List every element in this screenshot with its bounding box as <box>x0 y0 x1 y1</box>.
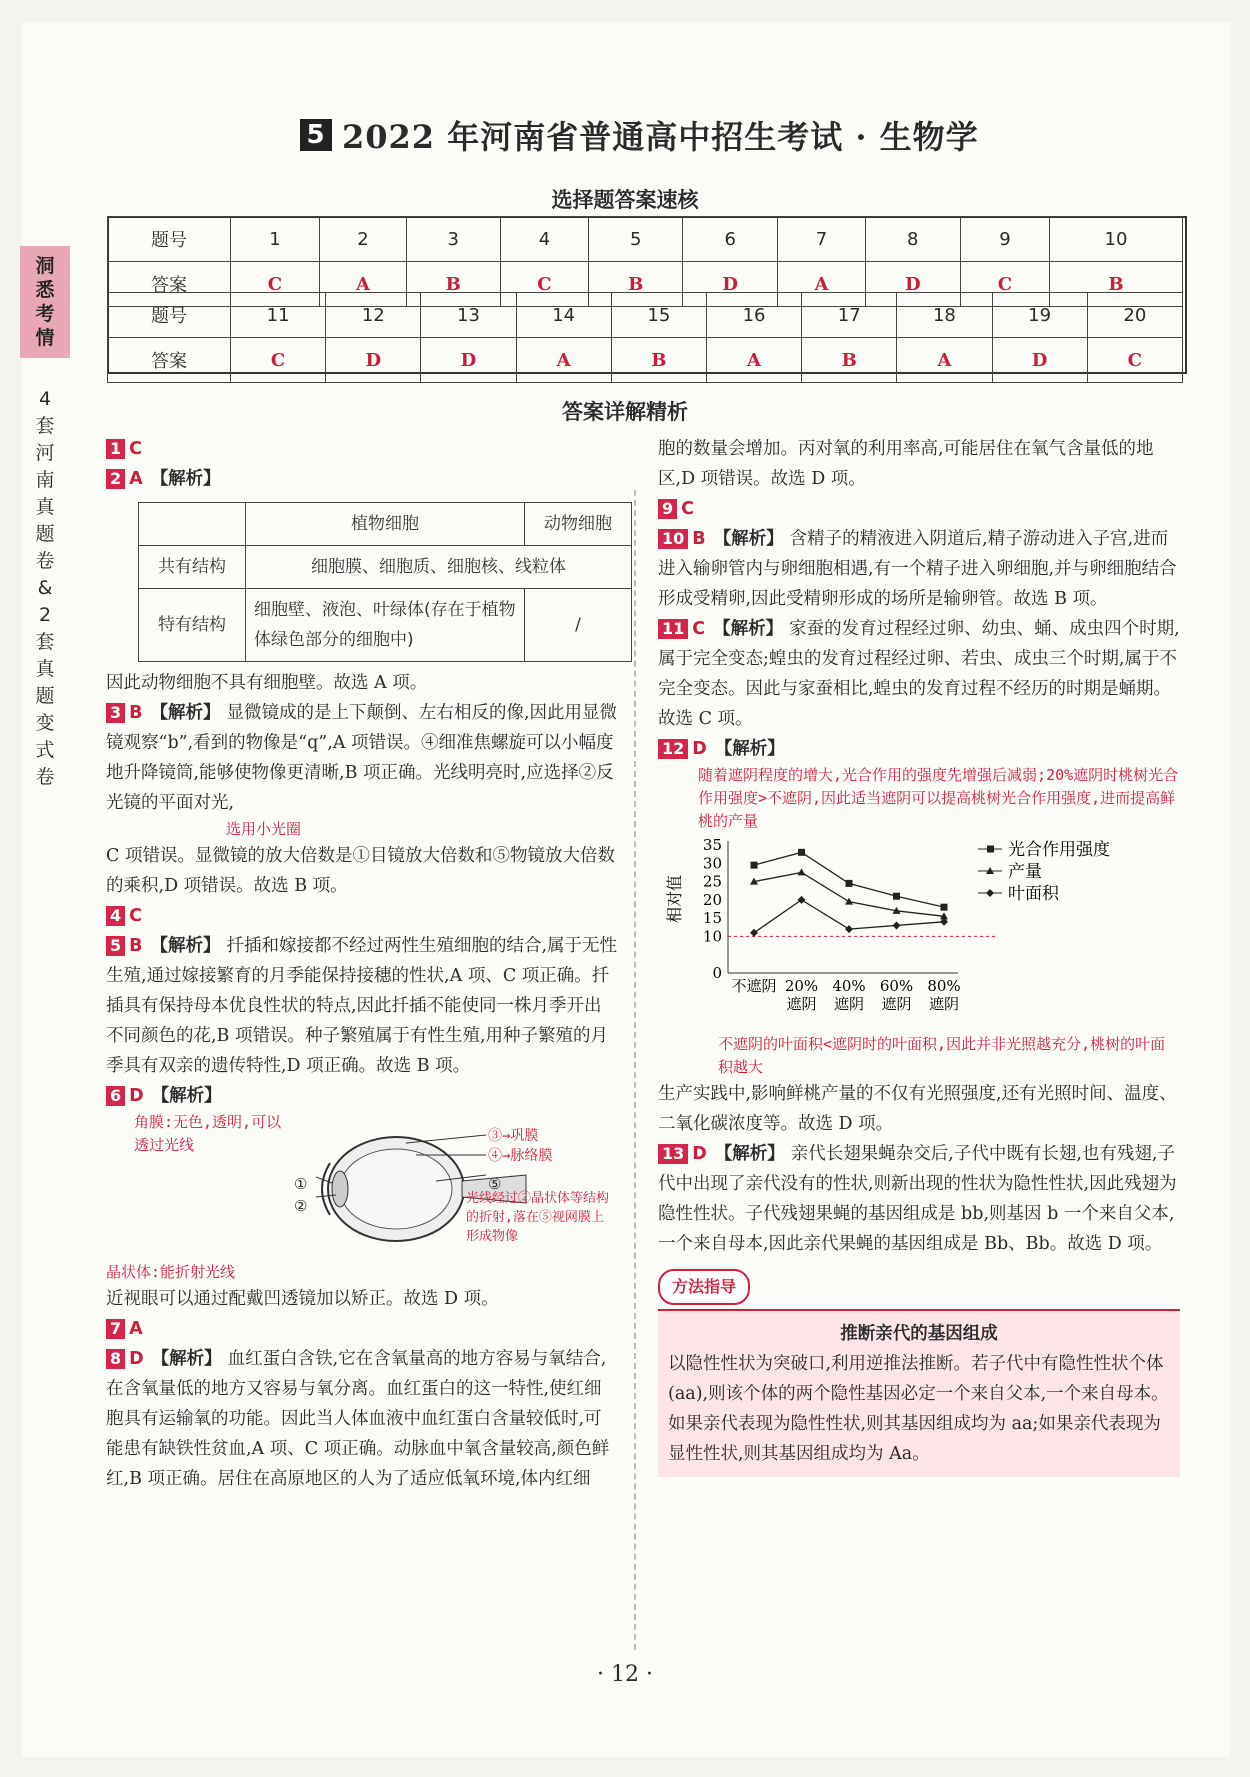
answer-text: 家蚕的发育过程经过卵、幼虫、蛹、成虫四个时期,属于完全变态;蝗虫的发育过程经过卵、若虫、成虫三个时期,属于不完全变态。因此与家蚕相比,蝗虫的发育过程不经历的时期是蛹期。故选 C 项。 <box>658 619 1180 729</box>
answer-text: 生产实践中,影响鲜桃产量的不仅有光照强度,还有光照时间、温度、二氧化碳浓度等。故选 D 项。 <box>658 1084 1177 1134</box>
question-number: 5 <box>106 936 125 956</box>
answer-cell: D <box>682 262 778 307</box>
x-tick-label: 80% <box>927 977 961 995</box>
row-label-q: 题号 <box>108 217 231 262</box>
question-answer: C <box>129 439 142 459</box>
y-tick-label: 20 <box>702 890 722 909</box>
table-cell: 细胞膜、细胞质、细胞核、线粒体 <box>246 546 632 589</box>
question-answer: B <box>129 936 143 956</box>
answer-cell: D <box>326 338 421 383</box>
handwritten-note: 角膜:无色,透明,可以透过光线 <box>134 1113 282 1154</box>
left-column <box>106 434 618 1494</box>
question-answer: C <box>129 906 142 926</box>
question-number-cell: 1 <box>231 217 320 262</box>
question-number-cell: 14 <box>516 293 611 338</box>
method-guide-box <box>658 1311 1180 1477</box>
answer-text: 胞的数量会增加。丙对氧的利用率高,可能居住在氧气含量低的地区,D 项错误。故选 D 项。 <box>658 439 1154 489</box>
answer-item <box>658 524 1180 614</box>
analysis-tag: 【解析】 <box>713 529 784 549</box>
data-point <box>893 893 900 900</box>
answer-item <box>106 901 618 931</box>
answer-cell: B <box>407 262 501 307</box>
question-number-cell: 3 <box>407 217 501 262</box>
answer-text: 因此动物细胞不具有细胞壁。故选 A 项。 <box>106 673 428 693</box>
legend-label: 光合作用强度 <box>1008 840 1110 860</box>
answer-cell: A <box>897 338 992 383</box>
question-answer: D <box>692 1144 707 1164</box>
table-cell: / <box>525 589 632 662</box>
page-number: · 12 · <box>597 1662 653 1687</box>
x-tick-label: 遮阴 <box>786 995 817 1013</box>
answer-text: C 项错误。显微镜的放大倍数是①目镜放大倍数和⑤物镜放大倍数的乘积,D 项错误。故选 B 项。 <box>106 846 615 896</box>
answer-item <box>106 1344 618 1494</box>
question-number-cell: 16 <box>706 293 801 338</box>
y-tick-label: 10 <box>702 927 722 946</box>
analysis-tag: 【解析】 <box>714 1144 785 1164</box>
sidebar-tag-text: 洞悉考情 <box>35 255 55 349</box>
sidebar <box>20 246 70 791</box>
sidebar-text-content: 4套河南真题卷&2套真题变式卷 <box>35 388 55 788</box>
label-choroid: ④→脉络膜 <box>488 1148 553 1164</box>
row-label-a: 答案 <box>108 262 231 307</box>
data-point <box>845 925 853 933</box>
answer-item <box>106 1081 618 1111</box>
series-line <box>754 872 944 916</box>
table-corner <box>139 503 246 546</box>
table-header: 动物细胞 <box>525 503 632 546</box>
analysis-tag: 【解析】 <box>151 1086 222 1106</box>
answer-item <box>658 614 1180 734</box>
legend-marker <box>987 846 994 853</box>
data-point <box>751 862 758 869</box>
answer-text: 含精子的精液进入阴道后,精子游动进入子宫,进而进入输卵管内与卵细胞相遇,有一个精子进入卵细胞,并与卵细胞结合形成受精卵,因此受精卵形成的场所是输卵管。故选 B 项。 <box>658 529 1177 609</box>
x-tick-label: 20% <box>784 977 819 995</box>
x-tick-label: 60% <box>879 977 914 995</box>
x-tick-label: 不遮阴 <box>731 977 777 995</box>
data-point <box>798 868 806 875</box>
question-number-cell: 18 <box>897 293 992 338</box>
answer-table-2 <box>107 292 1183 383</box>
answer-text: 显微镜成的是上下颠倒、左右相反的像,因此用显微镜观察“b”,看到的物像是“q”,A 项错误。④细准焦螺旋可以小幅度地升降镜筒,能够使物像更清晰,B 项正确。光线明亮时,应选择②反光镜的平面对光, <box>106 703 618 813</box>
question-number-cell: 7 <box>778 217 865 262</box>
data-point <box>893 921 901 929</box>
shading-chart <box>658 833 1158 1023</box>
label-sclera: ③→巩膜 <box>488 1128 539 1144</box>
answer-cell: C <box>231 338 326 383</box>
paper-title: 2022 年河南省普通高中招生考试 · 生物学 <box>342 118 979 156</box>
answer-item <box>106 1314 618 1344</box>
x-tick-label: 遮阴 <box>928 995 960 1013</box>
answer-cell: C <box>1087 338 1182 383</box>
data-point <box>845 898 853 905</box>
label-1: ① <box>294 1175 308 1193</box>
data-point <box>798 849 805 856</box>
question-number: 3 <box>106 703 125 723</box>
table-cell: 细胞壁、液泡、叶绿体(存在于植物体绿色部分的细胞中) <box>246 589 525 662</box>
question-number-cell: 12 <box>326 293 421 338</box>
legend-label: 叶面积 <box>1008 884 1059 904</box>
answer-text: 扦插和嫁接都不经过两性生殖细胞的结合,属于无性生殖,通过嫁接繁育的月季能保持接穗的性状,A 项、C 项正确。扦插具有保持母本优良性状的特点,因此扦插不能使同一株月季开出不同颜色的花,B 项错误。种子繁殖属于有性生殖,用种子繁殖的月季具有双亲的遗传特性,D 项正确。故选 B 项。 <box>106 936 618 1076</box>
method-guide-title: 推断亲代的基因组成 <box>840 1324 998 1344</box>
row-label-a: 答案 <box>108 338 231 383</box>
answer-item <box>106 464 618 494</box>
answer-cell: B <box>802 338 897 383</box>
question-number: 9 <box>658 499 677 519</box>
answer-item <box>106 931 618 1081</box>
data-point <box>941 904 948 911</box>
answer-text: 血红蛋白含铁,它在含氧量高的地方容易与氧结合,在含氧量低的地方又容易与氧分离。血红蛋白的这一特性,使红细胞具有运输氧的功能。因此当人体血液中血红蛋白含量较低时,可能患有缺铁性贫血,A 项、C 项正确。动脉血中氧含量较高,颜色鲜红,B 项正确。居住在高原地区的人为了适应低氧环境,体内红细 <box>106 1349 610 1489</box>
label-2: ② <box>294 1197 308 1215</box>
question-number-cell: 19 <box>992 293 1087 338</box>
handwritten-note: 随着遮阴程度的增大,光合作用的强度先增强后减弱;20%遮阴时桃树光合作用强度>不遮阴,因此适当遮阴可以提高桃树光合作用强度,进而提高鲜桃的产量 <box>698 766 1179 830</box>
y-tick-label: 15 <box>702 909 722 928</box>
answer-text: 近视眼可以通过配戴凹透镜加以矫正。故选 D 项。 <box>106 1289 499 1309</box>
table-row-label: 共有结构 <box>139 546 246 589</box>
question-number-cell: 13 <box>421 293 516 338</box>
analysis-tag: 【解析】 <box>714 739 785 759</box>
sidebar-tag <box>20 246 70 358</box>
question-answer: A <box>129 1319 143 1339</box>
data-point <box>846 880 853 887</box>
answer-item <box>658 1139 1180 1259</box>
question-number-cell: 10 <box>1049 217 1182 262</box>
answer-item <box>106 698 618 818</box>
answer-cell: B <box>611 338 706 383</box>
question-number: 6 <box>106 1086 125 1106</box>
question-answer: B <box>129 703 143 723</box>
question-number: 1 <box>106 439 125 459</box>
question-number-cell: 17 <box>802 293 897 338</box>
x-tick-label: 40% <box>832 977 866 995</box>
y-tick-label: 35 <box>702 836 722 854</box>
question-answer: D <box>129 1086 144 1106</box>
answer-item <box>658 734 1180 764</box>
method-guide-badge: 方法指导 <box>658 1269 750 1305</box>
answer-cell: C <box>500 262 589 307</box>
answer-cell: B <box>1049 262 1182 307</box>
y-axis-label: 相对值 <box>665 874 684 923</box>
question-answer: C <box>681 499 694 519</box>
answer-cell: C <box>961 262 1050 307</box>
question-answer: D <box>129 1349 144 1369</box>
question-number: 7 <box>106 1319 125 1339</box>
y-tick-label: 30 <box>702 854 722 873</box>
question-number: 8 <box>106 1349 125 1369</box>
method-guide-text: 以隐性性状为突破口,利用逆推法推断。若子代中有隐性性状个体(aa),则该个体的两个隐性基因必定一个来自父本,一个来自母本。如果亲代表现为隐性性状,则其基因组成均为 aa;如果亲代表现为显性性状,则其基因组成均为 Aa。 <box>668 1354 1169 1464</box>
question-number-cell: 20 <box>1087 293 1182 338</box>
x-tick-label: 遮阴 <box>833 995 865 1013</box>
legend-marker <box>986 889 994 897</box>
question-answer: D <box>692 739 707 759</box>
detail-section-title: 答案详解精析 <box>562 400 688 424</box>
data-point <box>750 929 758 937</box>
answer-cell: A <box>778 262 865 307</box>
question-number: 12 <box>658 739 688 759</box>
question-answer: C <box>692 619 706 639</box>
question-number-cell: 4 <box>500 217 589 262</box>
analysis-tag: 【解析】 <box>713 619 784 639</box>
analysis-tag: 【解析】 <box>150 703 221 723</box>
legend-label: 产量 <box>1008 862 1042 882</box>
question-number: 10 <box>658 529 688 549</box>
handwritten-note: 选用小光圈 <box>226 820 302 838</box>
question-number: 4 <box>106 906 125 926</box>
answer-cell: D <box>421 338 516 383</box>
handwritten-note: 光线经过②晶状体等结构的折射,落在⑤视网膜上形成物像 <box>466 1191 610 1244</box>
answer-cell: A <box>319 262 406 307</box>
answer-cell: A <box>706 338 801 383</box>
question-number: 11 <box>658 619 688 639</box>
analysis-tag: 【解析】 <box>151 1349 222 1369</box>
x-tick-label: 遮阴 <box>881 995 912 1013</box>
cell-comparison-table <box>138 502 632 662</box>
label-5: ⑤ <box>488 1175 502 1193</box>
answer-cell: D <box>865 262 961 307</box>
question-number-cell: 11 <box>231 293 326 338</box>
answer-section-title: 选择题答案速核 <box>551 188 699 212</box>
method-guide <box>658 1269 1180 1477</box>
handwritten-note: 晶状体:能折射光线 <box>106 1263 236 1281</box>
row-label-q: 题号 <box>108 293 231 338</box>
handwritten-note: 不遮阴的叶面积<遮阴时的叶面积,因此并非光照越充分,桃树的叶面积越大 <box>718 1035 1166 1076</box>
answer-cell: A <box>516 338 611 383</box>
question-answer: A <box>129 469 143 489</box>
table-row-label: 特有结构 <box>139 589 246 662</box>
question-number-cell: 8 <box>865 217 961 262</box>
right-column <box>658 434 1180 1477</box>
method-guide-header <box>658 1269 1180 1311</box>
page-title <box>300 112 979 158</box>
answer-cell: D <box>992 338 1087 383</box>
question-number-cell: 15 <box>611 293 706 338</box>
answer-cell: C <box>231 262 320 307</box>
question-number: 13 <box>658 1144 688 1164</box>
question-number: 2 <box>106 469 125 489</box>
question-number-cell: 6 <box>682 217 778 262</box>
column-divider <box>634 490 636 1650</box>
paper-number-badge: 5 <box>300 119 332 151</box>
eye-diagram <box>106 1111 618 1261</box>
y-tick-label: 25 <box>702 872 722 891</box>
question-number-cell: 2 <box>319 217 406 262</box>
sidebar-text <box>20 386 70 791</box>
table-header: 植物细胞 <box>246 503 525 546</box>
question-answer: B <box>692 529 706 549</box>
answer-item <box>658 494 1180 524</box>
analysis-tag: 【解析】 <box>150 469 221 489</box>
answer-text: 亲代长翅果蝇杂交后,子代中既有长翅,也有残翅,子代中出现了亲代没有的性状,则新出现的性状为隐性性状,因此残翅为隐性性状。子代残翅果蝇的基因组成是 bb,则基因 b 一个来自父本,一个来自母本,因此亲代果蝇的基因组成是 Bb、Bb。故选 D 项。 <box>658 1144 1177 1254</box>
question-number-cell: 5 <box>589 217 683 262</box>
answer-item <box>106 434 618 464</box>
data-point <box>798 896 806 904</box>
y-tick-label: 0 <box>712 964 722 982</box>
analysis-tag: 【解析】 <box>150 936 221 956</box>
answer-cell: B <box>589 262 683 307</box>
question-number-cell: 9 <box>961 217 1050 262</box>
